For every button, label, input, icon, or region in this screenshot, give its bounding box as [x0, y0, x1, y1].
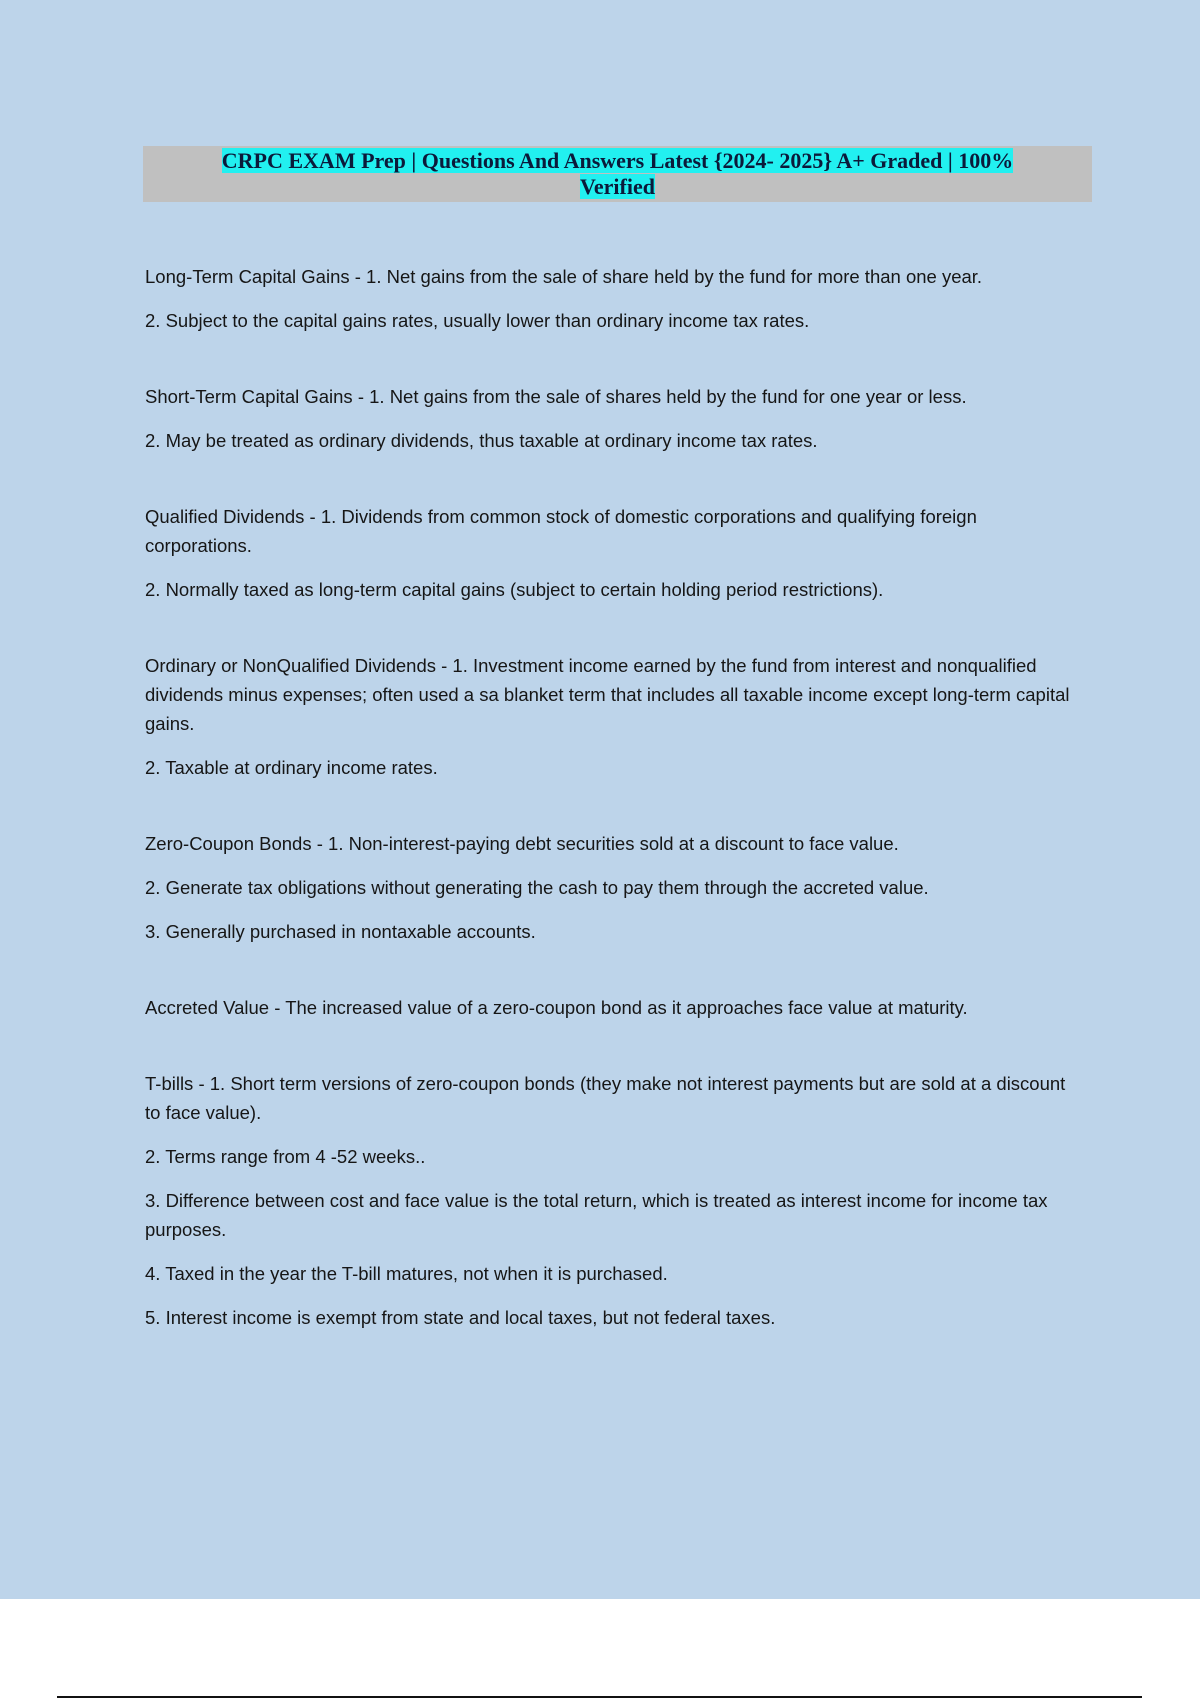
qa-line: Zero-Coupon Bonds - 1. Non-interest-paying debt securities sold at a discount to face value.	[145, 833, 899, 854]
qa-line: 3. Difference between cost and face value is the total return, which is treated as interest income for income tax purposes.	[145, 1190, 1048, 1240]
qa-entry-qualified-dividends	[145, 502, 1085, 604]
qa-line: 2. Normally taxed as long-term capital gains (subject to certain holding period restrictions).	[145, 579, 884, 600]
qa-entry-short-term-capital-gains	[145, 382, 1085, 455]
qa-line: 4. Taxed in the year the T-bill matures, not when it is purchased.	[145, 1263, 668, 1284]
qa-line: Qualified Dividends - 1. Dividends from common stock of domestic corporations and qualifying foreign corporations.	[145, 506, 977, 556]
qa-entry-ordinary-dividends	[145, 651, 1085, 782]
qa-line: 2. Generate tax obligations without generating the cash to pay them through the accreted value.	[145, 877, 929, 898]
qa-line: 2. Subject to the capital gains rates, usually lower than ordinary income tax rates.	[145, 310, 810, 331]
title-line-1: CRPC EXAM Prep | Questions And Answers Latest {2024- 2025} A+ Graded | 100%	[221, 148, 1014, 173]
qa-line: 2. Taxable at ordinary income rates.	[145, 757, 438, 778]
qa-line: T-bills - 1. Short term versions of zero-coupon bonds (they make not interest payments but are sold at a discount to face value).	[145, 1073, 1066, 1123]
title-line-2: Verified	[580, 174, 655, 199]
qa-entry-accreted-value	[145, 993, 1085, 1022]
qa-line: 5. Interest income is exempt from state and local taxes, but not federal taxes.	[145, 1307, 776, 1328]
qa-line: Short-Term Capital Gains - 1. Net gains from the sale of shares held by the fund for one year or less.	[145, 386, 967, 407]
qa-line: 2. May be treated as ordinary dividends, thus taxable at ordinary income tax rates.	[145, 430, 818, 451]
qa-content	[145, 262, 1085, 1347]
qa-line: 3. Generally purchased in nontaxable accounts.	[145, 921, 536, 942]
document-title	[143, 146, 1092, 202]
qa-line: 2. Terms range from 4 -52 weeks..	[145, 1146, 426, 1167]
qa-line: Accreted Value - The increased value of a zero-coupon bond as it approaches face value at maturity.	[145, 997, 968, 1018]
footer-divider	[57, 1696, 1142, 1698]
qa-line: Long-Term Capital Gains - 1. Net gains from the sale of share held by the fund for more than one year.	[145, 266, 983, 287]
qa-line: Ordinary or NonQualified Dividends - 1. Investment income earned by the fund from interest and nonqualified dividends minus expenses; often used a sa blanket term that includes all taxable income except long-term capital gains.	[145, 655, 1070, 734]
qa-entry-zero-coupon-bonds	[145, 829, 1085, 946]
qa-entry-t-bills	[145, 1069, 1085, 1332]
qa-entry-long-term-capital-gains	[145, 262, 1085, 335]
